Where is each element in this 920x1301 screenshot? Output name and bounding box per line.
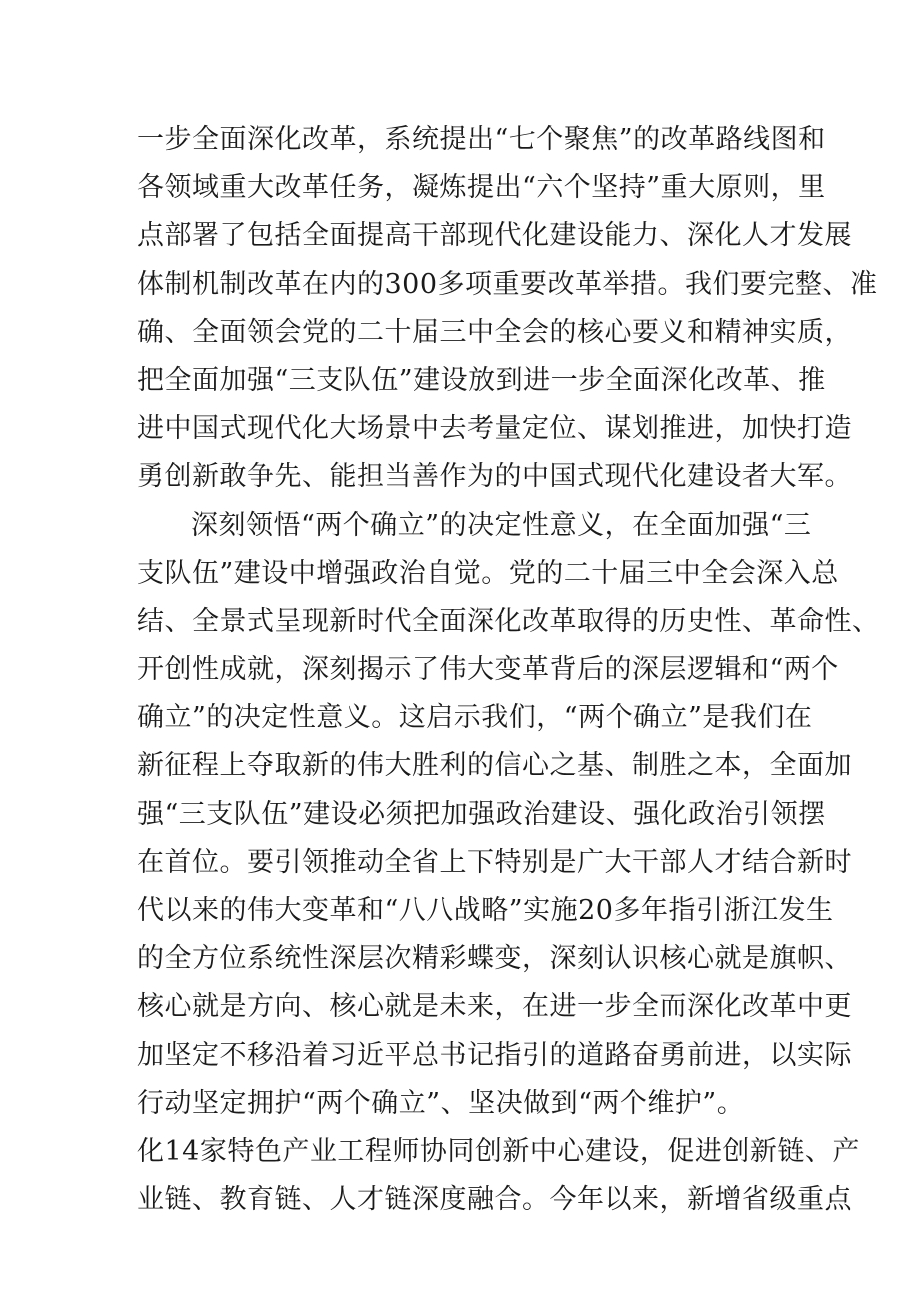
text-line: 化14家特色产业工程师协同创新中心建设，促进创新链、产 (137, 1135, 860, 1167)
text-line: 支队伍”建设中增强政治自觉。党的二十届三中全会深入总 (137, 557, 839, 589)
text-line: 代以来的伟大变革和“八八战略”实施20多年指引浙江发生 (137, 895, 834, 926)
text-line: 深刻领悟“两个确立”的决定性意义，在全面加强“三 (191, 509, 812, 541)
text-line: 业链、教育链、人才链深度融合。今年以来，新增省级重点 (137, 1184, 852, 1216)
paragraph (137, 1128, 860, 1224)
text-line: 各领域重大改革任务，凝炼提出“六个坚持”重大原则，里 (137, 172, 826, 204)
document-body (137, 116, 880, 1224)
paragraph (137, 116, 878, 502)
text-line: 行动坚定拥护“两个确立”、坚决做到“两个维护”。 (137, 1087, 745, 1119)
text-line: 点部署了包括全面提高干部现代化建设能力、深化人才发展 (137, 220, 852, 252)
text-line: 在首位。要引领推动全省上下特别是广大干部人才结合新时 (137, 846, 852, 878)
text-line: 进中国式现代化大场景中去考量定位、谋划推进，加快打造 (137, 413, 852, 445)
text-line: 的全方位系统性深层次精彩蝶变，深刻认识核心就是旗帜、 (137, 943, 852, 975)
text-line: 核心就是方向、核心就是未来，在进一步全而深化改革中更 (137, 991, 852, 1023)
text-line: 结、全景式呈现新时代全面深化改革取得的历史性、革命性、 (137, 605, 880, 637)
text-line: 体制机制改革在内的300多项重要改革举措。我们要完整、准 (137, 268, 878, 300)
text-line: 勇创新敢争先、能担当善作为的中国式现代化建设者大军。 (137, 461, 852, 493)
text-line: 开创性成就，深刻揭示了伟大变革背后的深层逻辑和“两个 (137, 654, 839, 686)
text-line: 一步全面深化改革，系统提出“七个聚焦”的改革路线图和 (137, 124, 826, 155)
text-line: 新征程上夺取新的伟大胜利的信心之基、制胜之本，全面加 (137, 750, 852, 782)
text-line: 确、全面领会党的二十届三中全会的核心要义和精神实质， (137, 316, 852, 348)
text-line: 加坚定不移沿着习近平总书记指引的道路奋勇前进，以实际 (137, 1039, 852, 1071)
text-line: 把全面加强“三支队伍”建设放到进一步全面深化改革、推 (137, 364, 826, 396)
text-line: 确立”的决定性意义。这启示我们，“两个确立”是我们在 (137, 702, 813, 734)
paragraph (137, 502, 880, 1128)
text-line: 强“三支队伍”建设必须把加强政治建设、强化政治引领摆 (137, 798, 826, 830)
